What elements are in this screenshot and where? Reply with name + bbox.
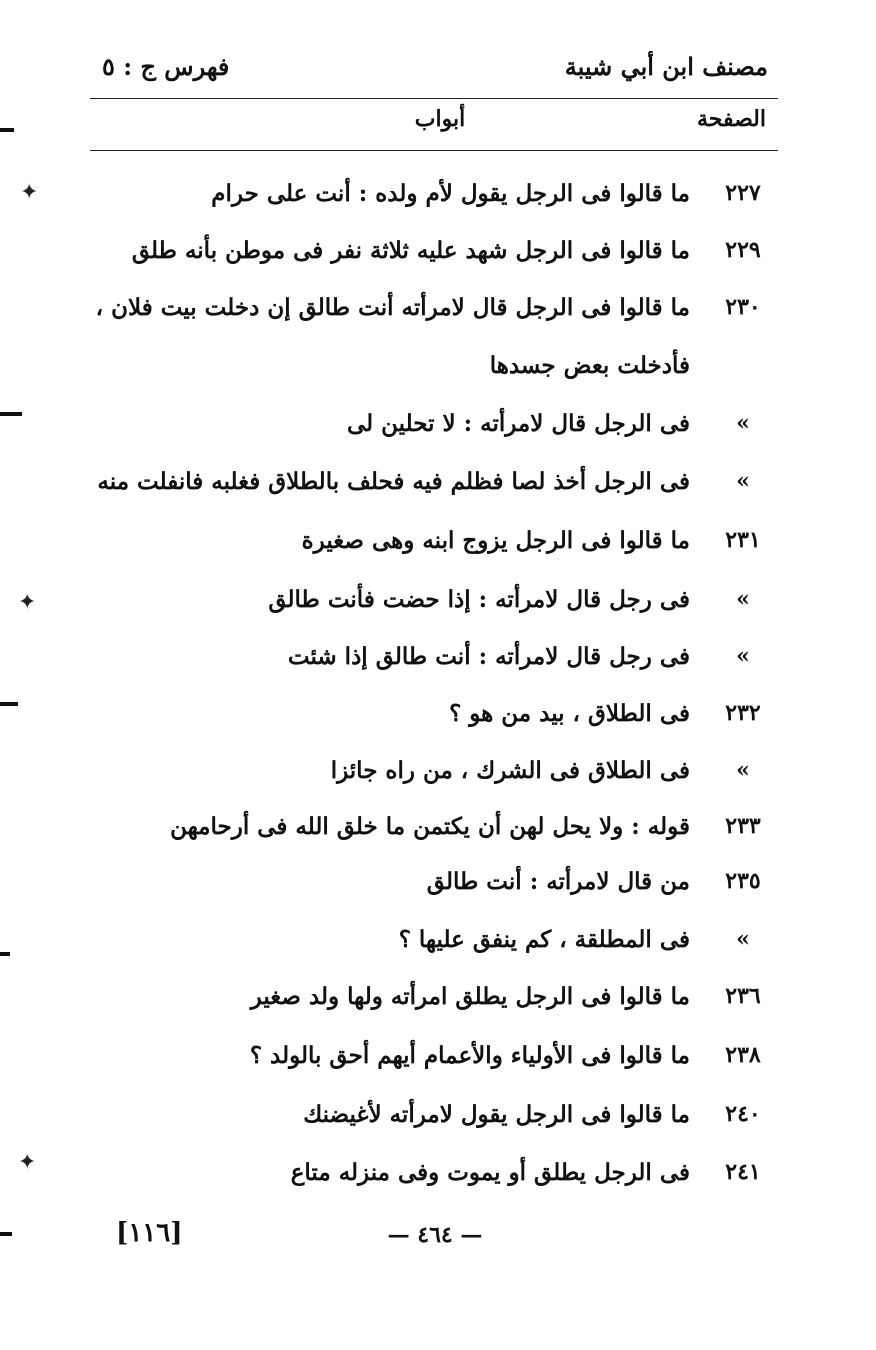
index-entry <box>95 294 766 334</box>
entry-title: ما قالوا فى الرجل يقول لامرأته لأغيضنك <box>303 1101 690 1128</box>
ditto-mark: » <box>736 410 750 436</box>
entry-page-number: ٢٣٦ <box>725 983 761 1009</box>
asterisk-mark-icon: ✦ <box>20 180 39 205</box>
entry-page-number: ٢٣٢ <box>725 700 761 726</box>
index-entry <box>106 983 766 1023</box>
column-header-page: الصفحة <box>696 106 766 132</box>
entry-title: فى الرجل قال لامرأته : لا تحلين لى <box>346 410 690 437</box>
entry-title: فى الطلاق ، بيد من هو ؟ <box>449 700 690 727</box>
entry-title: فى الطلاق فى الشرك ، من راه جائزا <box>330 757 690 784</box>
ditto-mark: » <box>736 926 750 952</box>
entry-page-number: ٢٣٨ <box>725 1042 761 1068</box>
asterisk-mark-icon: ✦ <box>18 1150 37 1175</box>
column-header-chapters: أبواب <box>414 106 466 132</box>
entry-title: ما قالوا فى الرجل شهد عليه ثلاثة نفر فى موطن بأنه طلق <box>131 237 690 264</box>
entry-page-number: ٢٢٧ <box>725 180 761 206</box>
page-number: — ٤٦٤ — <box>387 1222 483 1248</box>
index-entry <box>106 868 766 908</box>
entry-title: فى رجل قال لامرأته : إذا حضت فأنت طالق <box>268 586 690 613</box>
index-label: فهرس ج : ٥ <box>102 52 230 81</box>
entry-title: فأدخلت بعض جسدها <box>489 352 690 379</box>
entry-title: فى رجل قال لامرأته : أنت طالق إذا شئت <box>287 643 690 670</box>
index-entry <box>106 586 766 626</box>
ditto-mark: » <box>736 643 750 669</box>
index-entry <box>106 813 766 853</box>
entry-title: قوله : ولا يحل لهن أن يكتمن ما خلق الله فى أرحامهن <box>170 813 690 840</box>
index-entry <box>106 757 766 797</box>
entry-page-number: ٢٤٠ <box>725 1101 761 1127</box>
index-entry <box>106 237 766 277</box>
scan-edge-mark <box>0 702 18 706</box>
entry-title: من قال لامرأته : أنت طالق <box>426 868 690 895</box>
scan-edge-mark <box>0 412 22 416</box>
index-entry <box>106 180 766 220</box>
entry-page-number: ٢٣٥ <box>725 868 761 894</box>
scan-edge-mark <box>0 1232 12 1236</box>
scan-edge-mark <box>0 952 10 956</box>
index-entry <box>106 1159 766 1199</box>
index-entry <box>106 410 766 450</box>
header-rule <box>90 98 778 99</box>
index-entry <box>106 527 766 567</box>
entry-title: ما قالوا فى الرجل يقول لأم ولده : أنت على حرام <box>211 180 690 207</box>
index-entry-continuation <box>106 352 766 392</box>
entry-title: ما قالوا فى الرجل قال لامرأته أنت طالق إن دخلت بيت فلان ، <box>95 294 690 321</box>
index-entry <box>106 700 766 740</box>
book-title: مصنف ابن أبي شيبة <box>564 52 768 81</box>
entry-page-number: ٢٣٣ <box>725 813 761 839</box>
entry-title: ما قالوا فى الرجل يزوج ابنه وهى صغيرة <box>301 527 690 554</box>
entry-title: فى المطلقة ، كم ينفق عليها ؟ <box>398 926 690 953</box>
ditto-mark: » <box>736 757 750 783</box>
column-header-rule <box>90 150 778 151</box>
entry-title: فى الرجل يطلق أو يموت وفى منزله متاع <box>290 1159 690 1186</box>
entry-title: ما قالوا فى الأولياء والأعمام أيهم أحق بالولد ؟ <box>249 1042 690 1069</box>
index-entry <box>106 1101 766 1141</box>
ditto-mark: » <box>736 586 750 612</box>
entry-title: فى الرجل أخذ لصا فظلم فيه فحلف بالطلاق فغلبه فانفلت منه <box>97 468 690 495</box>
index-entry <box>106 926 766 966</box>
entry-page-number: ٢٢٩ <box>725 237 761 263</box>
index-entry <box>106 1042 766 1082</box>
ditto-mark: » <box>736 468 750 494</box>
bracket-page-number: [١١٦] <box>116 1218 183 1248</box>
entry-page-number: ٢٣١ <box>725 527 761 553</box>
entry-title: ما قالوا فى الرجل يطلق امرأته ولها ولد صغير <box>250 983 690 1010</box>
entry-page-number: ٢٣٠ <box>725 294 761 320</box>
index-entry <box>106 643 766 683</box>
index-entry <box>97 468 766 508</box>
entry-page-number: ٢٤١ <box>725 1159 761 1185</box>
asterisk-mark-icon: ✦ <box>18 590 37 615</box>
scan-edge-mark <box>0 128 14 132</box>
